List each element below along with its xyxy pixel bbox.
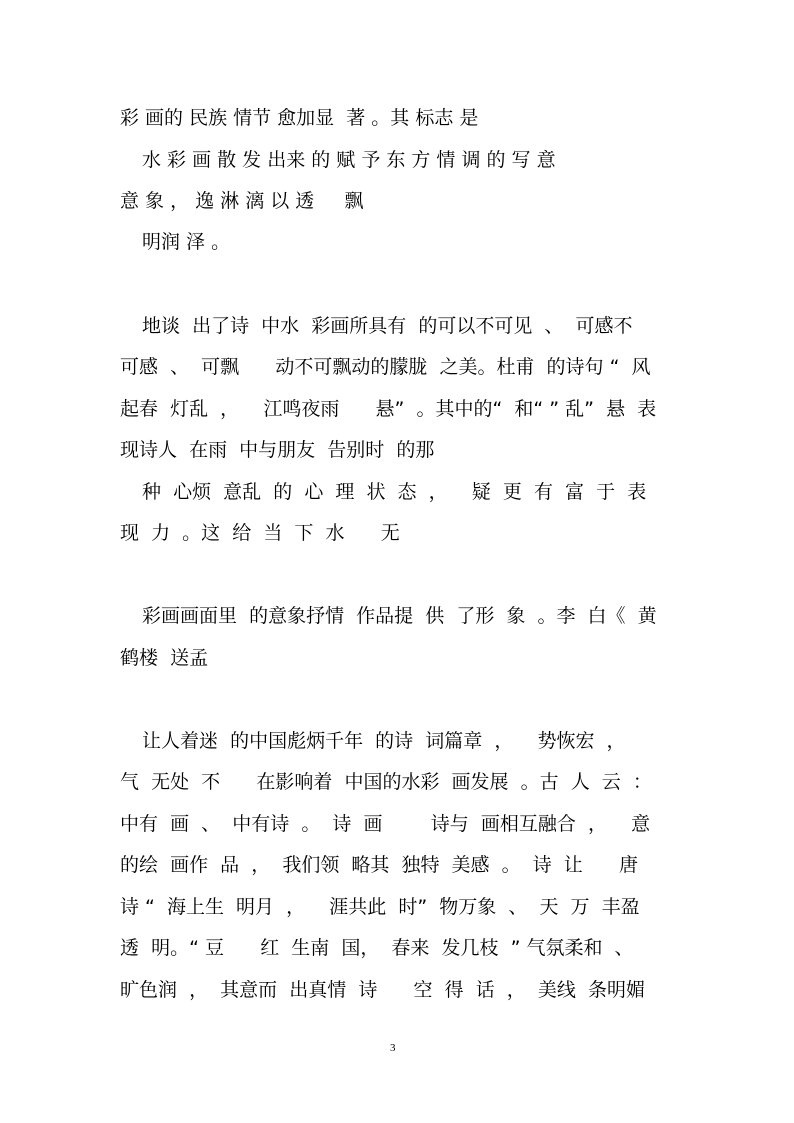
text-line: 现 力 。这 给 当 下 水 无 <box>120 522 400 544</box>
text-line: 透 明。“ 豆 红 生南 国， 春来 发几枝 ” 气氛柔和 、 <box>120 937 634 959</box>
text-line: 起春 灯乱 ， 江鸣夜雨 悬” 。其中的“ 和“ ” 乱” 悬 表 <box>120 398 657 420</box>
text-line: 种 心烦 意乱 的 心 理 状 态 ， 疑 更 有 富 于 表 <box>142 481 647 503</box>
text-line: 中有 画 、 中有诗 。 诗 画 诗与 画相互融合 ， 意 <box>120 813 651 835</box>
text-line: 鹤楼 送孟 <box>120 647 209 669</box>
text-line: 气 无处 不 在影响着 中国的水彩 画发展 。古 人 云 ： <box>120 771 652 793</box>
text-line: 意 象 ， 逸 淋 漓 以 透 飘 <box>120 190 364 212</box>
text-line: 彩 画的 民族 情节 愈加显 著 。其 标志 是 <box>120 107 479 129</box>
text-line: 可感 、 可飘 动不可飘动的朦胧 之美。杜甫 的诗句 “ 风 <box>120 356 651 378</box>
page-number: 3 <box>390 1042 396 1054</box>
text-line: 彩画画面里 的意象抒情 作品提 供 了形 象 。李 白《 黄 <box>142 605 657 627</box>
text-line: 地谈 出了诗 中水 彩画所具有 的可以不可见 、 可感不 <box>142 315 633 337</box>
text-line: 让人着迷 的中国彪炳千年 的诗 词篇章 ， 势恢宏 ， <box>142 730 626 752</box>
text-line: 诗 “ 海上生 明月 ， 涯共此 时” 物万象 、 天 万 丰盈 <box>120 896 640 918</box>
text-line: 现诗人 在雨 中与朋友 告别时 的那 <box>120 439 435 461</box>
text-line: 旷色润 ， 其意而 出真情 诗 空 得 话 ， 美线 条明媚 <box>120 979 645 1001</box>
text-line: 的绘 画作 品 ， 我们领 略其 独特 美感 。 诗 让 唐 <box>120 854 639 876</box>
text-line: 明润 泽 。 <box>142 231 231 253</box>
text-line: 水 彩 画 散 发 出来 的 赋 予 东 方 情 调 的 写 意 <box>142 149 556 171</box>
